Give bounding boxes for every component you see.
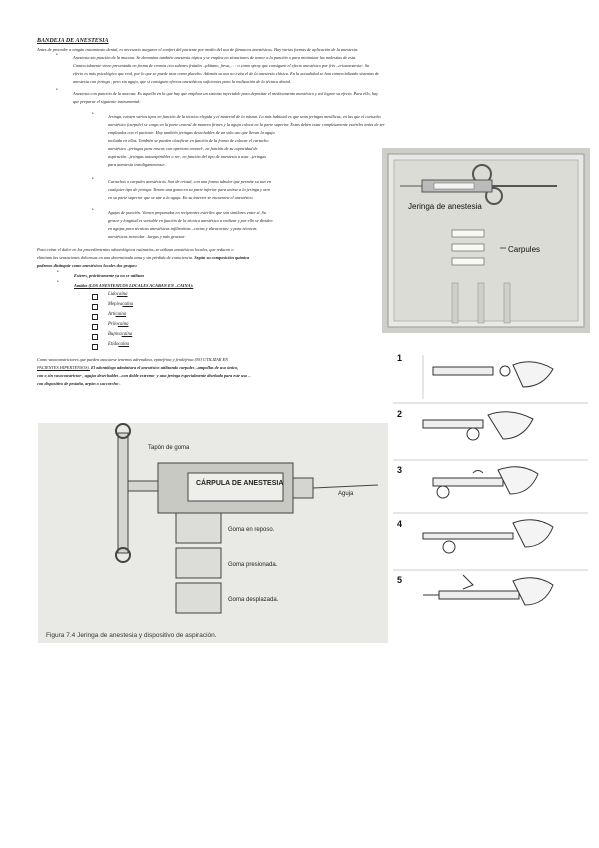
document-title: BANDEJA DE ANESTESIA: [37, 38, 109, 44]
checkbox-square: [92, 304, 98, 310]
checkbox-square: [92, 344, 98, 350]
sub3-line4: anestésicas troncular –largas y más gruesas-: [108, 234, 186, 239]
sub2-line3: en su parte superior que se une a la aguja. En su interior se encuentra el anestésico.: [108, 195, 254, 200]
group-bullet-dot: •: [57, 280, 59, 285]
bullet-dot: •: [56, 53, 58, 58]
sub2-line2: cualquier tipo de jeringa. Tienen una goma en su parte inferior para unirse a la jeringa y otro: [108, 187, 271, 192]
sub-bullet-dot: •: [92, 208, 94, 213]
loading-steps-figure: [393, 345, 588, 635]
sub3-line3: en agujas para técnicas anestésicas infiltrativas –cortas y ultracortas- y para técnicas: [108, 226, 257, 231]
para2-line2-plain: PACIENTES HIPERTENSOS).: [37, 365, 90, 370]
group-amidas: Amidas (LOS ANESTESICOS LOCALES ACABAN EN –CAINA):: [74, 283, 194, 288]
para1-bold-tail: Según su composición química: [194, 255, 250, 260]
checkbox-square: [92, 314, 98, 320]
amida-item: Mepivacaína: [108, 302, 134, 307]
sub2-line1: Cartuchos o carpules anestésicos. Son de cristal, con una forma tubular que permite su uso en: [108, 179, 271, 184]
para2-line3: con o sin vasoconstrictor-, agujas desechables –con doble extremo- y una jeringa especialmente diseñada para este uso –: [37, 373, 251, 378]
step-number: 5: [397, 575, 403, 585]
sub1-line4: incluida en ellas. También se pueden clasificar en función de la forma de colocar el cartucho: [108, 138, 269, 143]
para1-line2: eliminan las sensaciones dolorosas en una determinada zona y sin pérdida de consciencia.: [37, 255, 194, 260]
step-number: 2: [397, 409, 403, 419]
group-bullet-dot: •: [57, 270, 59, 275]
bullet1-line1: Anestesia sin punción de la mucosa. Se denomina también anestesia tópica y se emplea en situaciones de temor a la punción o para minimizar las molestias de esta.: [73, 55, 357, 60]
diagram-label-a: Goma en reposo.: [228, 527, 275, 533]
sub1-line2: anestésico (carpule) se carga en la parte central de manera firmes y la aguja colocá en la parte superior. Estas deben estar completamente estériles antes de ser: [108, 122, 385, 127]
bullet1-line3: efecto es más psicológico que real, por lo que se puede usar como placebo. Además su uso no evita el de la anestesia clásica. En la actualidad se han comercializado sistemas de: [73, 71, 380, 76]
bullet1-line2: Comercialmente viene presentada en forma de cremas con sabores frutales –plátano, fresa,… - o como spray que consiguen el efecto anestésico por frío –crioanestesia-. Su: [73, 63, 370, 68]
sub1-line5: anestésico –jeringas para roscar, con apertura central-, en función de su capacidad de: [108, 146, 258, 151]
diagram-label-needle: Aguja: [338, 491, 354, 497]
para1-line2-wrap: [37, 254, 249, 262]
para2-line4: con dispositivo de pestaña, arpón o succorcho-.: [37, 381, 121, 386]
sub-bullet-dot: •: [92, 112, 94, 117]
step-number: 4: [397, 519, 403, 529]
amida-item: Etidocaína: [108, 342, 130, 347]
diagram-label-cartridge: CÁRPULA DE ANESTESIA: [196, 480, 284, 487]
diagram-label-top: Tapón de goma: [148, 445, 190, 451]
syringe-diagram: [38, 423, 388, 643]
sub3-line2: grosor y longitud es variable en función de la técnica anestésica a realizar y por ello se dividen: [108, 218, 273, 223]
step-number: 3: [397, 465, 403, 475]
para1-line1: Para evitar el dolor en los procedimientos odontológicos rutinarios, se utilizan anestésicos locales, que reducen o: [37, 247, 234, 252]
checkbox-square: [92, 334, 98, 340]
amida-item: Bupivacaína: [108, 332, 133, 337]
step-number: 1: [397, 353, 403, 363]
para1-line3: podemos distinguir como anestésicos locales dos grupos:: [37, 263, 138, 268]
syringe-carpules-photo: [382, 148, 590, 333]
bullet-dot: •: [56, 88, 58, 93]
checkbox-square: [92, 294, 98, 300]
amida-item: Prilocaína: [108, 322, 129, 327]
diagram-label-b: Goma presionada.: [228, 562, 278, 568]
bullet1-line4: anestesia con jeringa , pero sin aguja, que sí consiguen efectos anestésicos suficientes para la realización de la técnica dental.: [73, 79, 292, 84]
group-esteres: Esteres, prácticamente ya no se utilizan: [74, 273, 144, 278]
sub1-line1: Jeringa, existen varios tipos en función de la técnica elegida y el material de la misma. Lo más habitual es que sean jeringas metálicas, en las que el cartucho: [108, 114, 381, 119]
sub1-line6: aspiración –jeringas autoaspirables o no-, en función del tipo de anestesia a usar –jeringas: [108, 154, 267, 159]
checkbox-square: [92, 324, 98, 330]
sub3-line1: Agujas de punción. Vienen preparadas en recipientes estériles que son similares entre sí. Su: [108, 210, 266, 215]
amida-item: Lidocaína: [108, 292, 128, 297]
bullet2-line2: que preparar el siguiente instrumental:: [73, 99, 141, 104]
bullet2-line1: Anestesia con punción de la mucosa. Es aquella en la que hay que emplear un sistema inyectable para depositar el medicamento anestésico y así lograr su efecto. Para ello, hay: [73, 91, 379, 96]
diagram-caption: Figura 7.4 Jeringa de anestesia y dispositivo de aspiración.: [46, 632, 217, 639]
para2-line1: Como vasoconstrictores que pueden asociarse tenemos adrenalina, epinefrina y fenilefrina (NO UTILIZAR EN: [37, 357, 228, 362]
intro-paragraph: Antes de proceder a ningún tratamiento dental, es necesario asegurar el confort del paciente por medio del uso de fármacos anestésicos. Hay varias formas de aplicación de la anestesia:: [37, 47, 359, 52]
sub-bullet-dot: •: [92, 177, 94, 182]
para2-line2-bold: El odontólogo administra el anestésico utilizando carpules –ampollas de uso único,: [89, 365, 239, 370]
photo-label-carpules: Carpules: [508, 245, 541, 254]
diagram-label-c: Goma desplazada.: [228, 597, 279, 603]
sub1-line7: para anestesia intraligamentosa-.: [108, 162, 167, 167]
photo-label-syringe: Jeringa de anestesia: [408, 202, 482, 211]
para2-line2-wrap: [37, 364, 238, 372]
sub1-line3: empleadas con el paciente. Hoy también jeringas desechables de un solo uso que llevan la aguja: [108, 130, 275, 135]
amida-item: Articaína: [108, 312, 127, 317]
